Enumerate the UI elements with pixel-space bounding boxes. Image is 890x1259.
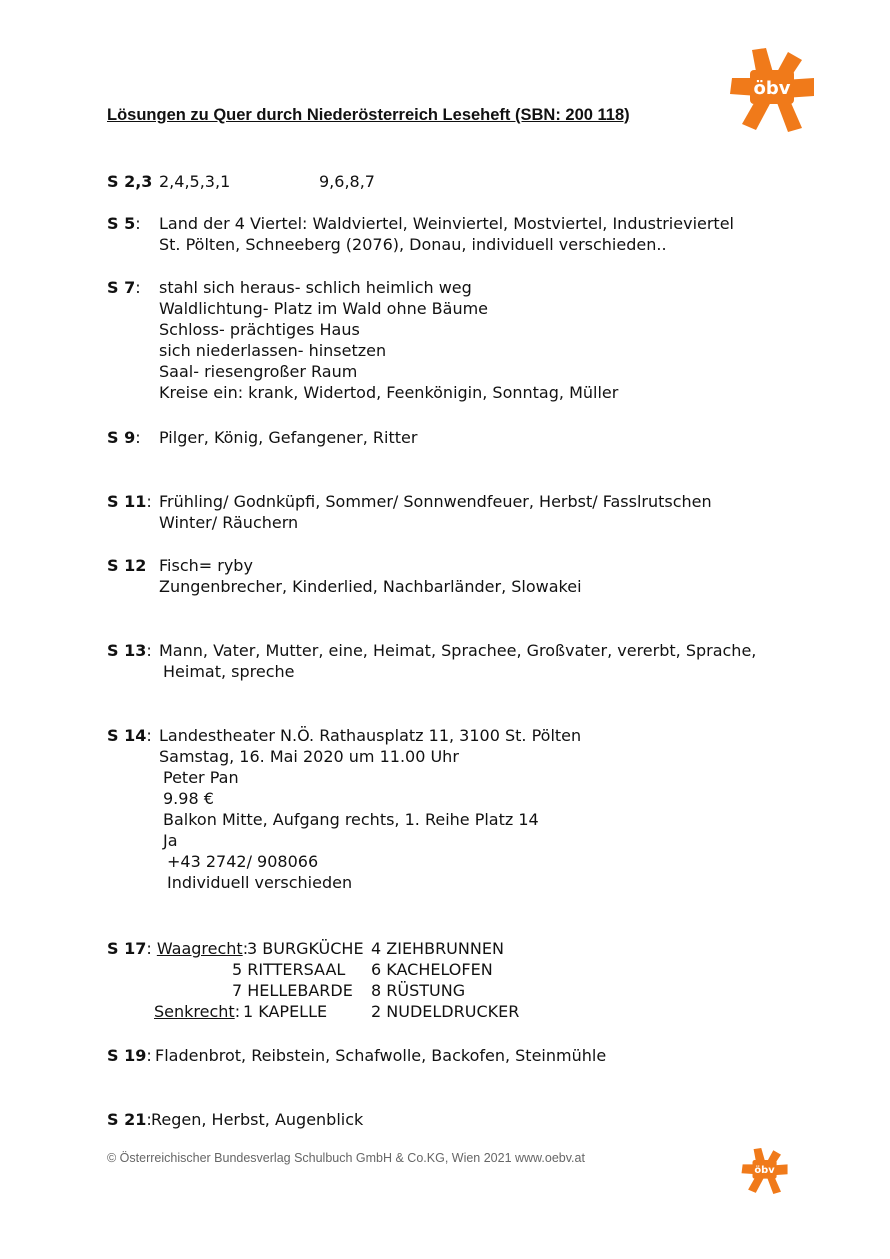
crossword-answer: 5 RITTERSAAL: [232, 960, 346, 979]
crossword-answer: 7 HELLEBARDE: [232, 981, 353, 1000]
waagrecht-label: Waagrecht: [156, 939, 243, 958]
entry-label: S 19: [107, 1046, 147, 1065]
answer-line: 9,6,8,7: [319, 172, 375, 191]
answer-line: Schloss- prächtiges Haus: [159, 320, 360, 339]
footer-copyright: © Österreichischer Bundesverlag Schulbuch GmbH & Co.KG, Wien 2021 www.oebv.at: [107, 1151, 585, 1165]
answer-line: 2,4,5,3,1: [159, 172, 231, 191]
answer-line: Kreise ein: krank, Widertod, Feenkönigin, Sonntag, Müller: [159, 383, 619, 402]
answer-line: sich niederlassen- hinsetzen: [159, 341, 387, 360]
entry-colon: :: [135, 214, 141, 233]
answer-line: Fladenbrot, Reibstein, Schafwolle, Backofen, Steinmühle: [155, 1046, 607, 1065]
entry-label: S 13: [107, 641, 147, 660]
oebv-logo-small-graphic: [740, 1148, 788, 1194]
entry-label: S 5: [107, 214, 136, 233]
answer-line: Heimat, spreche: [163, 662, 295, 681]
entry-colon: :: [146, 1046, 152, 1065]
answer-line: Peter Pan: [163, 768, 239, 787]
answer-line: Balkon Mitte, Aufgang rechts, 1. Reihe Platz 14: [163, 810, 539, 829]
crossword-answer: 4 ZIEHBRUNNEN: [371, 939, 504, 958]
answer-line: Zungenbrecher, Kinderlied, Nachbarländer, Slowakei: [159, 577, 582, 596]
crossword-answer: 6 KACHELOFEN: [371, 960, 493, 979]
answer-line: Individuell verschieden: [167, 873, 353, 892]
entry-label: S 7: [107, 278, 136, 297]
entry-label: S 11: [107, 492, 147, 511]
oebv-logo: [728, 48, 814, 132]
entry-colon: :: [146, 1110, 152, 1129]
crossword-answer: 1 KAPELLE: [243, 1002, 328, 1021]
answer-line: Frühling/ Godnküpfi, Sommer/ Sonnwendfeuer, Herbst/ Fasslrutschen: [159, 492, 712, 511]
answer-line: Pilger, König, Gefangener, Ritter: [159, 428, 418, 447]
entry-colon: :: [146, 492, 152, 511]
entry-label: S 21: [107, 1110, 147, 1129]
page-title: Lösungen zu Quer durch Niederösterreich Leseheft (SBN: 200 118): [107, 106, 630, 124]
entry-colon: :: [146, 726, 152, 745]
answer-line: Landestheater N.Ö. Rathausplatz 11, 3100 St. Pölten: [159, 726, 582, 745]
entry-label: S 12: [107, 556, 147, 575]
entry-colon: :: [146, 939, 152, 958]
entry-colon: :: [135, 278, 141, 297]
answer-line: Saal- riesengroßer Raum: [159, 362, 358, 381]
answer-line: Mann, Vater, Mutter, eine, Heimat, Sprachee, Großvater, vererbt, Sprache,: [159, 641, 757, 660]
senkrecht-label: Senkrecht: [154, 1002, 235, 1021]
answer-line: Regen, Herbst, Augenblick: [151, 1110, 364, 1129]
crossword-answer: 3 BURGKÜCHE: [247, 939, 364, 958]
entry-label: S 17: [107, 939, 147, 958]
entry-label: S 14: [107, 726, 147, 745]
oebv-logo-small: [740, 1148, 788, 1194]
answer-line: Fisch= ryby: [159, 556, 253, 575]
entry-colon: :: [135, 428, 141, 447]
oebv-logo-small-text: öbv: [754, 1165, 775, 1177]
answer-line: St. Pölten, Schneeberg (2076), Donau, individuell verschieden..: [159, 235, 667, 254]
oebv-logo-graphic: [728, 48, 814, 132]
answer-line: Waldlichtung- Platz im Wald ohne Bäume: [159, 299, 489, 318]
crossword-answer: 8 RÜSTUNG: [371, 981, 466, 1000]
answer-line: stahl sich heraus- schlich heimlich weg: [159, 278, 472, 297]
crossword-answer: 2 NUDELDRUCKER: [371, 1002, 520, 1021]
answer-line: Samstag, 16. Mai 2020 um 11.00 Uhr: [159, 747, 459, 766]
answer-line: +43 2742/ 908066: [167, 852, 319, 871]
entry-label: S 2,3: [107, 172, 153, 191]
answer-line: Winter/ Räuchern: [159, 513, 299, 532]
entry-label: S 9: [107, 428, 136, 447]
oebv-logo-text: öbv: [753, 78, 791, 99]
answer-line: Ja: [163, 831, 178, 850]
answer-line: 9.98 €: [163, 789, 214, 808]
answer-line: Land der 4 Viertel: Waldviertel, Weinviertel, Mostviertel, Industrieviertel: [159, 214, 734, 233]
entry-colon: :: [146, 641, 152, 660]
